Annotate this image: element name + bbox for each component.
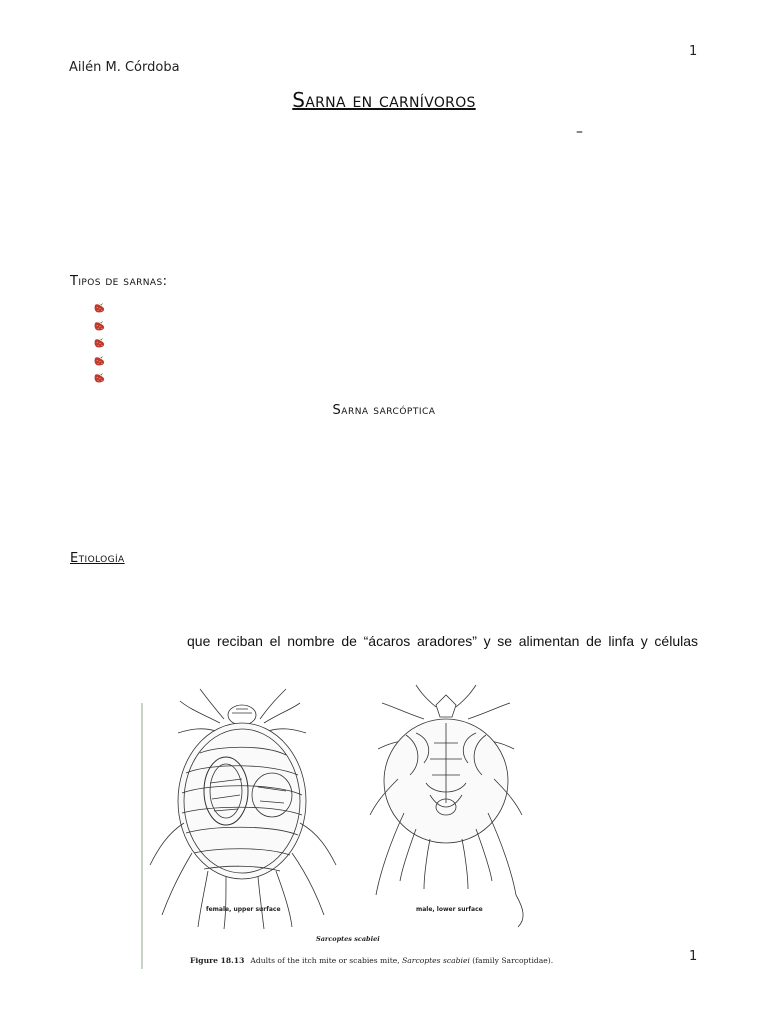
etiology-heading: Etiología [70, 551, 125, 566]
caption-text: Adults of the itch mite or scabies mite, [250, 956, 403, 965]
types-heading: Tipos de sarnas: [70, 274, 168, 289]
caption-suffix: (family Sarcoptidae). [469, 956, 554, 965]
strawberry-bullet-icon [94, 320, 105, 331]
strawberry-bullet-icon [94, 337, 105, 348]
page-number-top: 1 [689, 44, 698, 59]
document-title: Sarna en carnívoros [292, 88, 476, 112]
mite-figure [140, 683, 554, 969]
sarcoptic-heading: Sarna sarcóptica [332, 403, 436, 418]
right-figure-label: male, lower surface [416, 906, 483, 913]
species-label: Sarcoptes scabiei [316, 935, 380, 943]
caption-figure-number: Figure 18.13 [190, 956, 245, 965]
strawberry-bullet-icon [94, 372, 105, 383]
author-name: Ailén M. Córdoba [69, 60, 180, 75]
male-mite-drawing [370, 685, 523, 927]
caption-species: Sarcoptes scabiei [402, 956, 470, 965]
strawberry-bullet-icon [94, 355, 105, 366]
figure-caption [190, 956, 553, 965]
female-mite-drawing [150, 689, 336, 929]
left-figure-label: female, upper surface [206, 906, 281, 913]
body-text-line: que reciban el nombre de “ácaros aradores” y se alimentan de linfa y células [187, 633, 698, 649]
dash-mark: – [576, 124, 583, 140]
bullet-list [94, 302, 108, 390]
mite-illustration [140, 683, 554, 969]
page-number-bottom: 1 [689, 949, 698, 964]
strawberry-bullet-icon [94, 302, 105, 313]
